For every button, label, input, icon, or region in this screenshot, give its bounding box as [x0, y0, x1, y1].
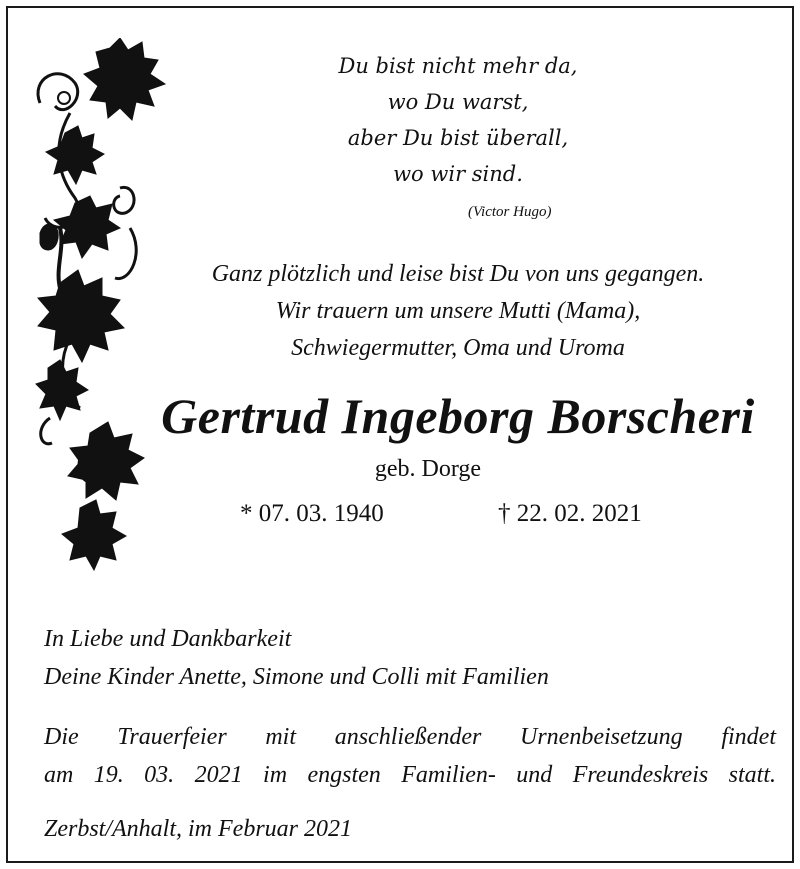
funeral-service-text [44, 718, 776, 794]
family-signoff [44, 620, 784, 696]
service-line: am 19. 03. 2021 im engsten Familien- und Freundeskreis statt. [44, 762, 776, 788]
intro-line: Schwiegermutter, Oma und Uroma [291, 335, 625, 361]
obituary-notice [6, 6, 794, 863]
poem-line: aber Du bist überall, [347, 126, 569, 150]
poem-line: Du bist nicht mehr da, [338, 54, 578, 78]
signoff-line: In Liebe und Dankbarkeit [44, 626, 292, 652]
signoff-line: Deine Kinder Anette, Simone und Colli mit Familien [44, 664, 549, 690]
birth-name: geb. Dorge [374, 456, 482, 482]
birth-date: * 07. 03. 1940 [240, 500, 384, 527]
poem-line: wo wir sind. [393, 162, 523, 186]
poem [308, 48, 608, 192]
poem-line: wo Du warst, [387, 90, 529, 114]
deceased-name: Gertrud Ingeborg Borscheri [161, 388, 755, 444]
death-date: † 22. 02. 2021 [498, 500, 642, 527]
intro-line: Ganz plötzlich und leise bist Du von uns gegangen. [211, 261, 705, 287]
poem-author: (Victor Hugo) [468, 204, 552, 220]
place-and-date: Zerbst/Anhalt, im Februar 2021 [44, 816, 353, 842]
service-line: Die Trauerfeier mit anschließender Urnenbeisetzung findet [44, 724, 776, 750]
intro-text [138, 256, 778, 367]
intro-line: Wir trauern um unsere Mutti (Mama), [275, 298, 641, 324]
